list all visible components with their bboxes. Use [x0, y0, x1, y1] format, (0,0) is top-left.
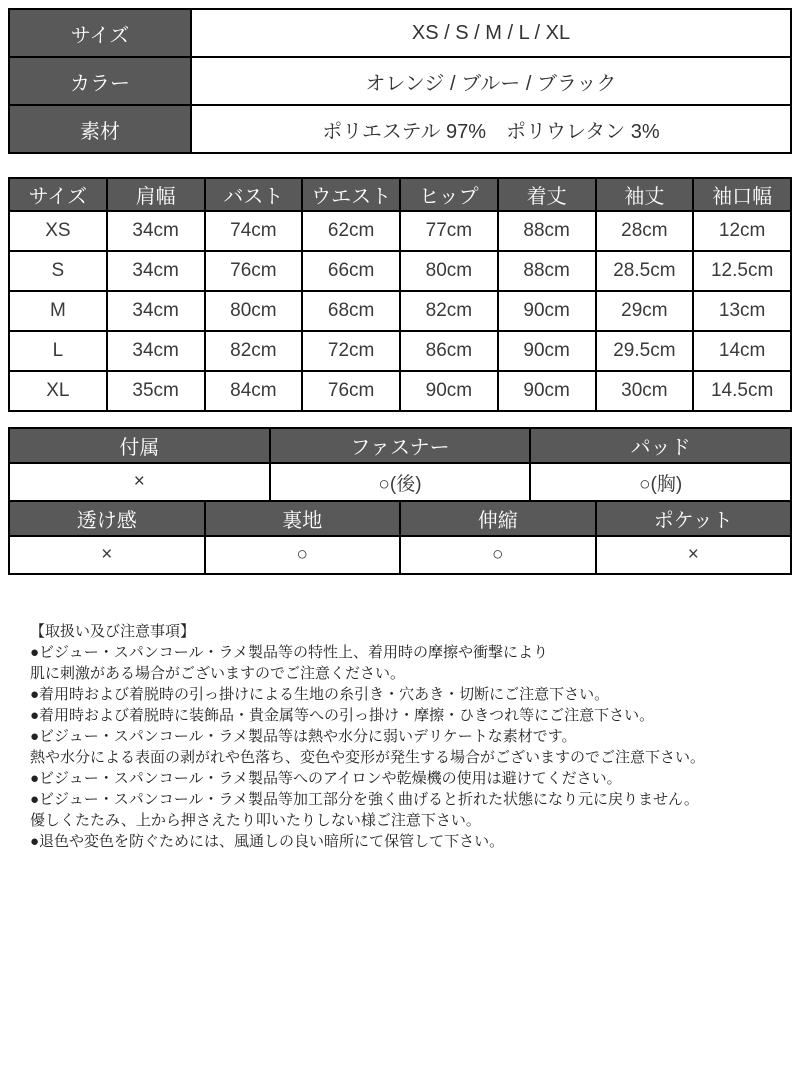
measurement-cell: 77cm — [400, 211, 498, 251]
table-row — [9, 251, 791, 291]
size-name: XL — [9, 371, 107, 411]
features-table-1 — [8, 427, 792, 502]
measurement-cell: 68cm — [302, 291, 400, 331]
measurement-cell: 72cm — [302, 331, 400, 371]
table-row — [9, 428, 791, 463]
spec-label-material: 素材 — [9, 105, 191, 153]
size-chart-header-row — [9, 178, 791, 211]
feature-value-stretch: ○ — [400, 536, 596, 574]
measurement-cell: 28.5cm — [596, 251, 694, 291]
measurement-cell: 82cm — [205, 331, 303, 371]
size-name: M — [9, 291, 107, 331]
notes-line: ●ビジュー・スパンコール・ラメ製品等加工部分を強く曲げると折れた状態になり元に戻りません。 — [30, 791, 699, 808]
measurement-cell: 76cm — [302, 371, 400, 411]
measurement-cell: 30cm — [596, 371, 694, 411]
table-row — [9, 57, 791, 105]
column-header: サイズ — [9, 178, 107, 211]
size-name: L — [9, 331, 107, 371]
measurement-cell: 90cm — [498, 291, 596, 331]
measurement-cell: 29.5cm — [596, 331, 694, 371]
table-row — [9, 211, 791, 251]
measurement-cell: 90cm — [498, 331, 596, 371]
notes-line: ●着用時および着脱時の引っ掛けによる生地の糸引き・穴あき・切断にご注意下さい。 — [30, 686, 610, 703]
features-table-2 — [8, 500, 792, 575]
column-header: 袖丈 — [596, 178, 694, 211]
measurement-cell: 90cm — [400, 371, 498, 411]
spec-label-color: カラー — [9, 57, 191, 105]
measurement-cell: 35cm — [107, 371, 205, 411]
column-header: 着丈 — [498, 178, 596, 211]
handling-notes — [8, 621, 790, 852]
measurement-cell: 62cm — [302, 211, 400, 251]
measurement-cell: 66cm — [302, 251, 400, 291]
table-row — [9, 9, 791, 57]
table-row — [9, 463, 791, 501]
table-row — [9, 536, 791, 574]
column-header: 伸縮 — [400, 501, 596, 536]
measurement-cell: 13cm — [693, 291, 791, 331]
table-row — [9, 371, 791, 411]
size-name: S — [9, 251, 107, 291]
size-chart-table — [8, 177, 792, 412]
notes-line: ●着用時および着脱時に装飾品・貴金属等への引っ掛け・摩擦・ひきつれ等にご注意下さい。 — [30, 707, 655, 724]
notes-line: ●ビジュー・スパンコール・ラメ製品等は熱や水分に弱いデリケートな素材です。 — [30, 728, 577, 745]
measurement-cell: 90cm — [498, 371, 596, 411]
column-header: ウエスト — [302, 178, 400, 211]
feature-value-lining: ○ — [205, 536, 401, 574]
measurement-cell: 12.5cm — [693, 251, 791, 291]
measurement-cell: 86cm — [400, 331, 498, 371]
measurement-cell: 12cm — [693, 211, 791, 251]
measurement-cell: 80cm — [205, 291, 303, 331]
column-header: ポケット — [596, 501, 792, 536]
spec-value-size: XS / S / M / L / XL — [191, 9, 791, 57]
column-header: ヒップ — [400, 178, 498, 211]
notes-line: 熱や水分による表面の剥がれや色落ち、変色や変形が発生する場合がございますのでご注意下さい。 — [30, 749, 706, 766]
notes-title: 【取扱い及び注意事項】 — [30, 623, 196, 640]
measurement-cell: 34cm — [107, 291, 205, 331]
column-header: 袖口幅 — [693, 178, 791, 211]
measurement-cell: 34cm — [107, 211, 205, 251]
column-header: 透け感 — [9, 501, 205, 536]
feature-value-pocket: × — [596, 536, 792, 574]
measurement-cell: 34cm — [107, 251, 205, 291]
feature-value-pad: ○(胸) — [530, 463, 791, 501]
column-header: 付属 — [9, 428, 270, 463]
measurement-cell: 80cm — [400, 251, 498, 291]
size-name: XS — [9, 211, 107, 251]
measurement-cell: 88cm — [498, 251, 596, 291]
measurement-cell: 82cm — [400, 291, 498, 331]
notes-line: 肌に刺激がある場合がございますのでご注意ください。 — [30, 665, 406, 682]
column-header: ファスナー — [270, 428, 531, 463]
table-row — [9, 331, 791, 371]
measurement-cell: 29cm — [596, 291, 694, 331]
notes-line: ●退色や変色を防ぐためには、風通しの良い暗所にて保管して下さい。 — [30, 833, 505, 850]
feature-value-sheerness: × — [9, 536, 205, 574]
notes-line: 優しくたたみ、上から押さえたり叩いたりしない様ご注意下さい。 — [30, 812, 481, 829]
table-row — [9, 105, 791, 153]
column-header: バスト — [205, 178, 303, 211]
spec-label-size: サイズ — [9, 9, 191, 57]
measurement-cell: 74cm — [205, 211, 303, 251]
feature-value-fuzoku: × — [9, 463, 270, 501]
table-row — [9, 291, 791, 331]
measurement-cell: 84cm — [205, 371, 303, 411]
measurement-cell: 14cm — [693, 331, 791, 371]
column-header: パッド — [530, 428, 791, 463]
measurement-cell: 14.5cm — [693, 371, 791, 411]
measurement-cell: 88cm — [498, 211, 596, 251]
notes-line: ●ビジュー・スパンコール・ラメ製品等の特性上、着用時の摩擦や衝撃により — [30, 644, 549, 661]
column-header: 裏地 — [205, 501, 401, 536]
measurement-cell: 28cm — [596, 211, 694, 251]
measurement-cell: 34cm — [107, 331, 205, 371]
spec-value-material: ポリエステル 97% ポリウレタン 3% — [191, 105, 791, 153]
measurement-cell: 76cm — [205, 251, 303, 291]
feature-value-fastener: ○(後) — [270, 463, 531, 501]
column-header: 肩幅 — [107, 178, 205, 211]
spec-table — [8, 8, 792, 154]
spec-value-color: オレンジ / ブルー / ブラック — [191, 57, 791, 105]
notes-line: ●ビジュー・スパンコール・ラメ製品等へのアイロンや乾燥機の使用は避けてください。 — [30, 770, 622, 787]
table-row — [9, 501, 791, 536]
